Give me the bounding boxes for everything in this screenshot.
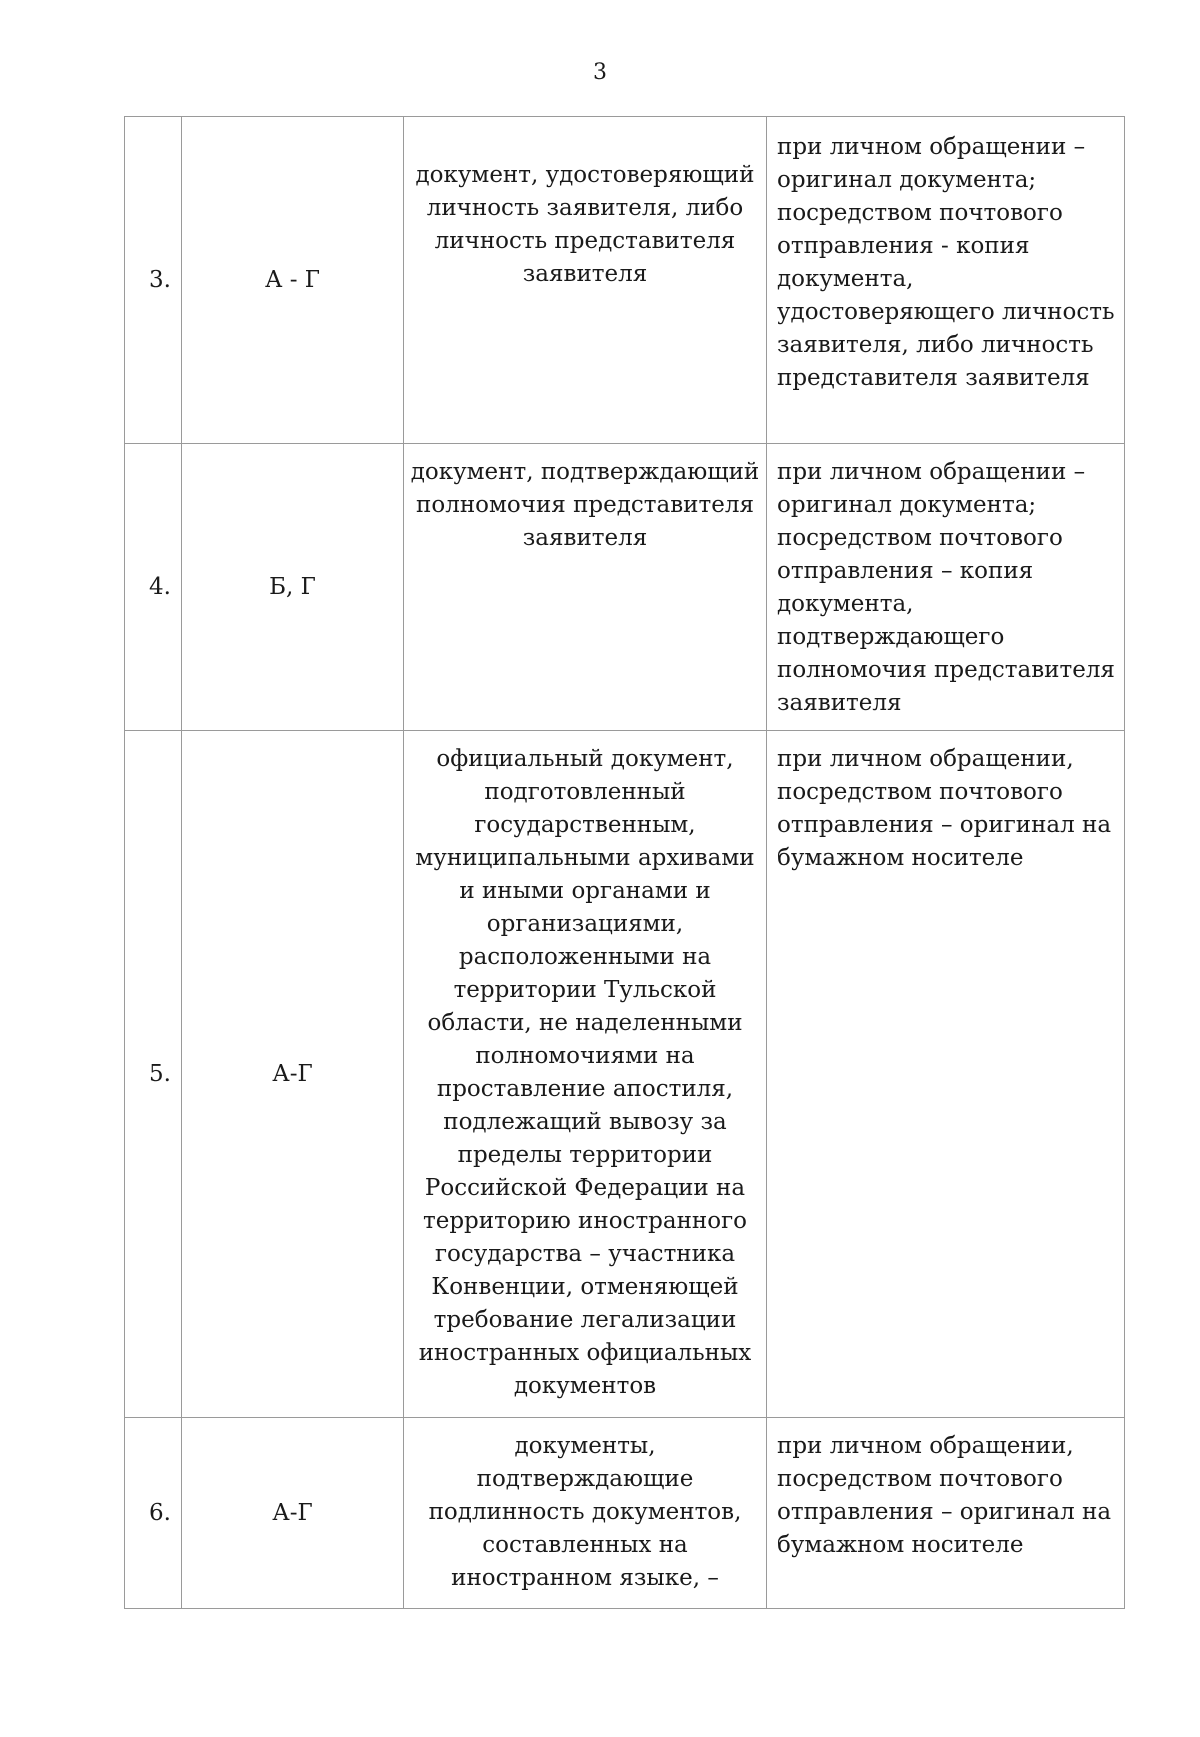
table-row — [125, 117, 1125, 444]
table-row — [125, 444, 1125, 731]
page-number: 3 — [593, 60, 607, 85]
applicant-category-cell: А - Г — [182, 117, 404, 444]
document-name-cell — [404, 1418, 767, 1609]
submission-form-cell — [767, 444, 1125, 731]
submission-form: при личном обращении – оригинал документа; посредством почтового отправления - копия документа, удостоверяющего личность заявителя, либо личность представителя заявителя — [777, 134, 1115, 391]
row-number-cell — [125, 1418, 182, 1609]
applicant-category-cell: А-Г — [182, 1418, 404, 1609]
table-row — [125, 731, 1125, 1418]
document-name: официальный документ, подготовленный государственным, муниципальными архивами и иными органами и организациями, расположенными на территории Тульской области, не наделенными полномочиями на проставление апостиля, подлежащий вывозу за пределы территории Российской Федерации на территорию иностранного государства – участника Конвенции, отменяющей требование легализации иностранных официальных документов — [415, 746, 755, 1399]
document-name-cell — [404, 444, 767, 731]
applicant-category-cell: А-Г — [182, 731, 404, 1418]
row-number: 5. — [149, 1060, 171, 1087]
row-number: 6. — [149, 1499, 171, 1526]
documents-table — [124, 116, 1125, 1609]
applicant-category-cell: Б, Г — [182, 444, 404, 731]
row-number-cell — [125, 444, 182, 731]
submission-form-cell — [767, 731, 1125, 1418]
table-row — [125, 1418, 1125, 1609]
submission-form: при личном обращении, посредством почтового отправления – оригинал на бумажном носителе — [777, 1433, 1112, 1558]
row-number: 3. — [149, 266, 171, 293]
document-name-cell — [404, 731, 767, 1418]
row-number-cell — [125, 117, 182, 444]
row-number-cell — [125, 731, 182, 1418]
document-name: документы, подтверждающие подлинность документов, составленных на иностранном языке, – — [428, 1433, 742, 1591]
submission-form-cell — [767, 117, 1125, 444]
submission-form: при личном обращении, посредством почтового отправления – оригинал на бумажном носителе — [777, 746, 1112, 871]
document-name: документ, подтверждающий полномочия представителя заявителя — [410, 459, 760, 551]
document-name-cell — [404, 117, 767, 444]
submission-form-cell — [767, 1418, 1125, 1609]
document-name: документ, удостоверяющий личность заявителя, либо личность представителя заявителя — [415, 162, 755, 287]
submission-form: при личном обращении – оригинал документа; посредством почтового отправления – копия документа, подтверждающего полномочия представителя заявителя — [777, 459, 1115, 716]
row-number: 4. — [149, 573, 171, 600]
